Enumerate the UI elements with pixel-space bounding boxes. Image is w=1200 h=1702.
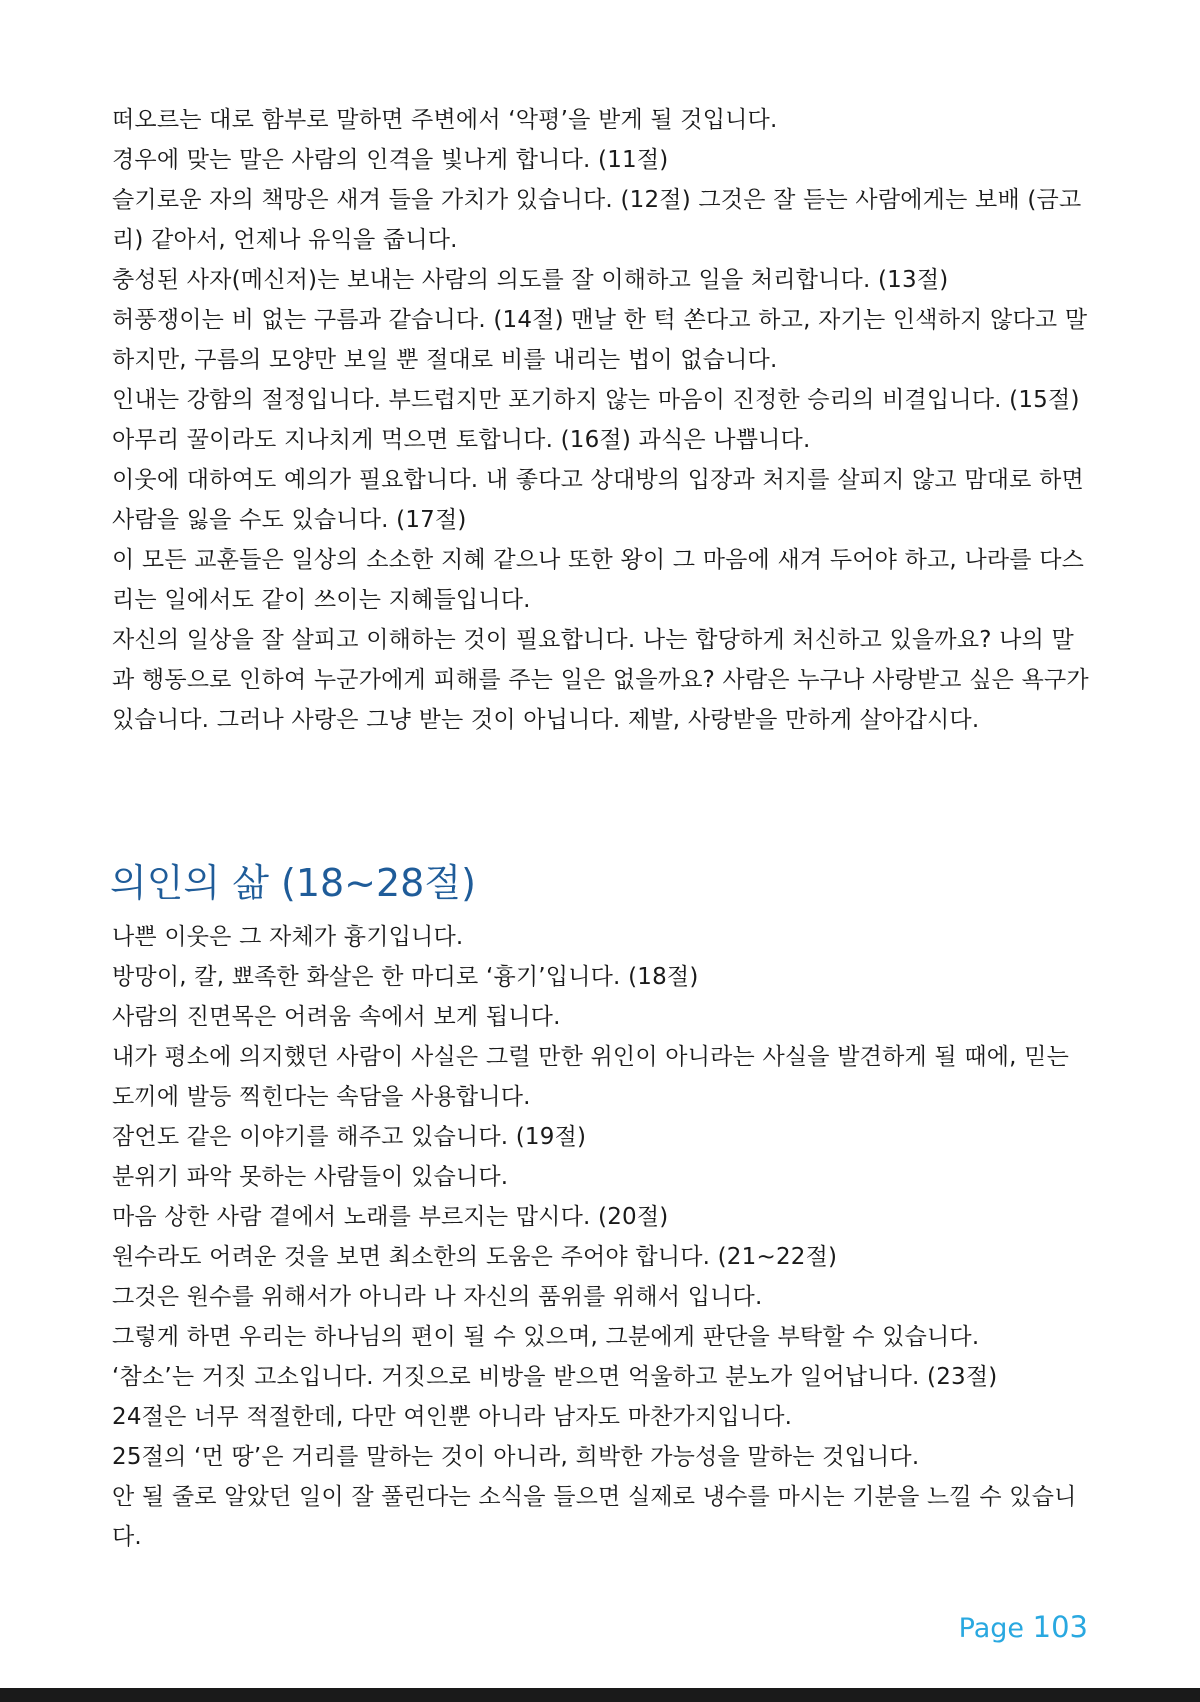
paragraph: ‘참소’는 거짓 고소입니다. 거짓으로 비방을 받으면 억울하고 분노가 일어납니다. (23절) (112, 1364, 998, 1390)
paragraph: 슬기로운 자의 책망은 새겨 들을 가치가 있습니다. (12절) 그것은 잘 듣는 사람에게는 보배 (금고리) 같아서, 언제나 유익을 줍니다. (112, 187, 1082, 253)
paragraph: 내가 평소에 의지했던 사람이 사실은 그럴 만한 위인이 아니라는 사실을 발견하게 될 때에, 믿는 도끼에 발등 찍힌다는 속담을 사용합니다. (112, 1044, 1070, 1110)
paragraph: 24절은 너무 적절한데, 다만 여인뿐 아니라 남자도 마찬가지입니다. (112, 1404, 793, 1430)
paragraph: 허풍쟁이는 비 없는 구름과 같습니다. (14절) 맨날 한 턱 쏜다고 하고, 자기는 인색하지 않다고 말하지만, 구름의 모양만 보일 뿐 절대로 비를 내리는 법이 없습니다. (112, 307, 1088, 373)
section-heading: 의인의 삶 (18~28절) (110, 861, 476, 905)
paragraph: 그렇게 하면 우리는 하나님의 편이 될 수 있으며, 그분에게 판단을 부탁할 수 있습니다. (112, 1324, 980, 1350)
paragraph: 이 모든 교훈들은 일상의 소소한 지혜 같으나 또한 왕이 그 마음에 새겨 두어야 하고, 나라를 다스리는 일에서도 같이 쓰이는 지혜들입니다. (112, 547, 1085, 613)
body-text-bottom (112, 917, 1092, 1557)
paragraph: 안 될 줄로 알았던 일이 잘 풀린다는 소식을 들으면 실제로 냉수를 마시는 기분을 느낄 수 있습니다. (112, 1484, 1077, 1550)
page-number-value: 103 (1032, 1610, 1088, 1644)
paragraph: 떠오르는 대로 함부로 말하면 주변에서 ‘악평’을 받게 될 것입니다. (112, 107, 778, 133)
page-label: Page (958, 1613, 1025, 1644)
paragraph: 그것은 원수를 위해서가 아니라 나 자신의 품위를 위해서 입니다. (112, 1284, 763, 1310)
paragraph: 나쁜 이웃은 그 자체가 흉기입니다. (112, 924, 464, 950)
paragraph: 인내는 강함의 절정입니다. 부드럽지만 포기하지 않는 마음이 진정한 승리의 비결입니다. (15절) (112, 387, 1080, 413)
paragraph: 이웃에 대하여도 예의가 필요합니다. 내 좋다고 상대방의 입장과 처지를 살피지 않고 맘대로 하면 사람을 잃을 수도 있습니다. (17절) (112, 467, 1084, 533)
paragraph: 분위기 파악 못하는 사람들이 있습니다. (112, 1164, 509, 1190)
paragraph: 25절의 ‘먼 땅’은 거리를 말하는 것이 아니라, 희박한 가능성을 말하는 것입니다. (112, 1444, 920, 1470)
bottom-border (0, 1688, 1200, 1702)
paragraph: 원수라도 어려운 것을 보면 최소한의 도움은 주어야 합니다. (21~22절) (112, 1244, 838, 1270)
paragraph: 아무리 꿀이라도 지나치게 먹으면 토합니다. (16절) 과식은 나쁩니다. (112, 427, 811, 453)
paragraph: 경우에 맞는 말은 사람의 인격을 빛나게 합니다. (11절) (112, 147, 669, 173)
body-text-top (112, 100, 1092, 740)
page-number (959, 1610, 1088, 1644)
paragraph: 자신의 일상을 잘 살피고 이해하는 것이 필요합니다. 나는 합당하게 처신하고 있을까요? 나의 말과 행동으로 인하여 누군가에게 피해를 주는 일은 없을까요? 사람은 누구나 사랑받고 싶은 욕구가 있습니다. 그러나 사랑은 그냥 받는 것이 아닙니다. 제발, 사랑받을 만하게 살아갑시다. (112, 627, 1089, 733)
paragraph: 마음 상한 사람 곁에서 노래를 부르지는 맙시다. (20절) (112, 1204, 669, 1230)
paragraph: 잠언도 같은 이야기를 해주고 있습니다. (19절) (112, 1124, 587, 1150)
paragraph: 방망이, 칼, 뾰족한 화살은 한 마디로 ‘흉기’입니다. (18절) (112, 964, 699, 990)
paragraph: 사람의 진면목은 어려움 속에서 보게 됩니다. (112, 1004, 561, 1030)
paragraph: 충성된 사자(메신저)는 보내는 사람의 의도를 잘 이해하고 일을 처리합니다. (13절) (112, 267, 949, 293)
